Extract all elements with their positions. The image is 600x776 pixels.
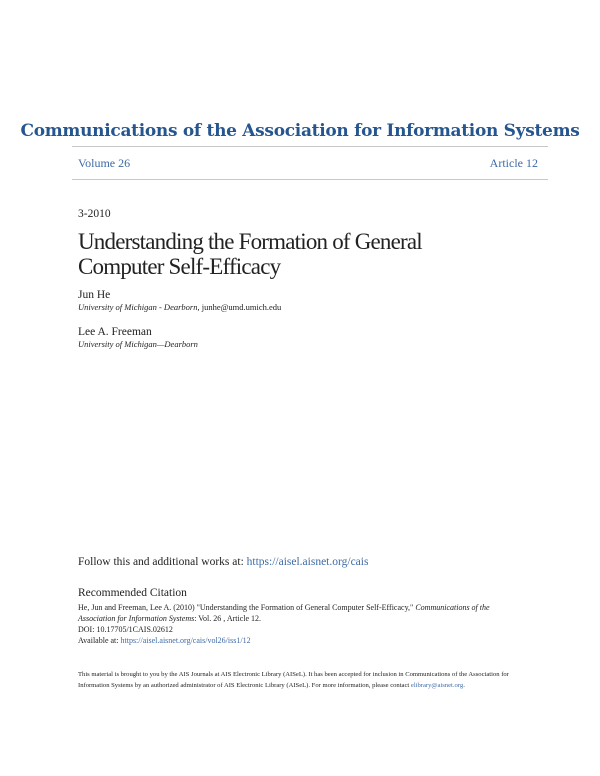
follow-prefix: Follow this and additional works at: <box>78 556 247 568</box>
header-divider-top <box>72 146 548 147</box>
citation-text <box>78 602 523 624</box>
repository-link[interactable]: https://aisel.aisnet.org/cais <box>246 556 369 568</box>
article-title <box>78 229 498 279</box>
citation-body <box>78 602 523 646</box>
author-block-2 <box>78 326 198 349</box>
article-title-line-1: Understanding the Formation of General <box>78 229 422 254</box>
author-name[interactable]: Jun He <box>78 289 111 301</box>
article-link[interactable]: Article 12 <box>489 156 538 170</box>
article-url-link[interactable]: https://aisel.aisnet.org/cais/vol26/iss1/12 <box>120 636 251 645</box>
author-email[interactable]: , junhe@umd.umich.edu <box>197 302 282 312</box>
citation-available <box>78 635 523 646</box>
citation-doi: DOI: 10.17705/1CAIS.02612 <box>78 625 173 634</box>
footer-text: This material is brought to you by the AIS Journals at AIS Electronic Library (AISeL). It has been accepted for inclusion in Communications of the Association for Information Systems by an authorized administrator of AIS Electronic Library (AISeL). For more information, please contact <box>78 671 509 689</box>
affiliation-text: University of Michigan - Dearborn <box>78 302 198 312</box>
volume-link[interactable]: Volume 26 <box>78 156 131 170</box>
header-divider-bottom <box>72 179 548 180</box>
follow-line <box>78 556 368 568</box>
author-name[interactable]: Lee A. Freeman <box>78 326 152 338</box>
footer-end: . <box>463 681 465 689</box>
volume-article-row <box>78 156 538 171</box>
citation-authors-title: He, Jun and Freeman, Lee A. (2010) "Understanding the Formation of General Computer Self-Efficacy," <box>78 603 416 612</box>
author-affiliation <box>78 302 281 312</box>
publication-date: 3-2010 <box>78 208 111 220</box>
citation-volume: : Vol. 26 , Article 12. <box>194 614 262 623</box>
journal-title[interactable]: Communications of the Association for Information Systems <box>20 121 580 141</box>
citation-journal: Communications of the Association for Information Systems <box>78 603 490 623</box>
footer-notice <box>78 670 523 691</box>
available-prefix: Available at: <box>78 636 121 645</box>
recommended-citation-heading: Recommended Citation <box>78 587 187 599</box>
author-affiliation: University of Michigan—Dearborn <box>78 339 198 349</box>
article-title-line-2: Computer Self-Efficacy <box>78 254 281 279</box>
author-block-1 <box>78 289 281 312</box>
contact-email-link[interactable]: elibrary@aisnet.org <box>410 681 464 689</box>
